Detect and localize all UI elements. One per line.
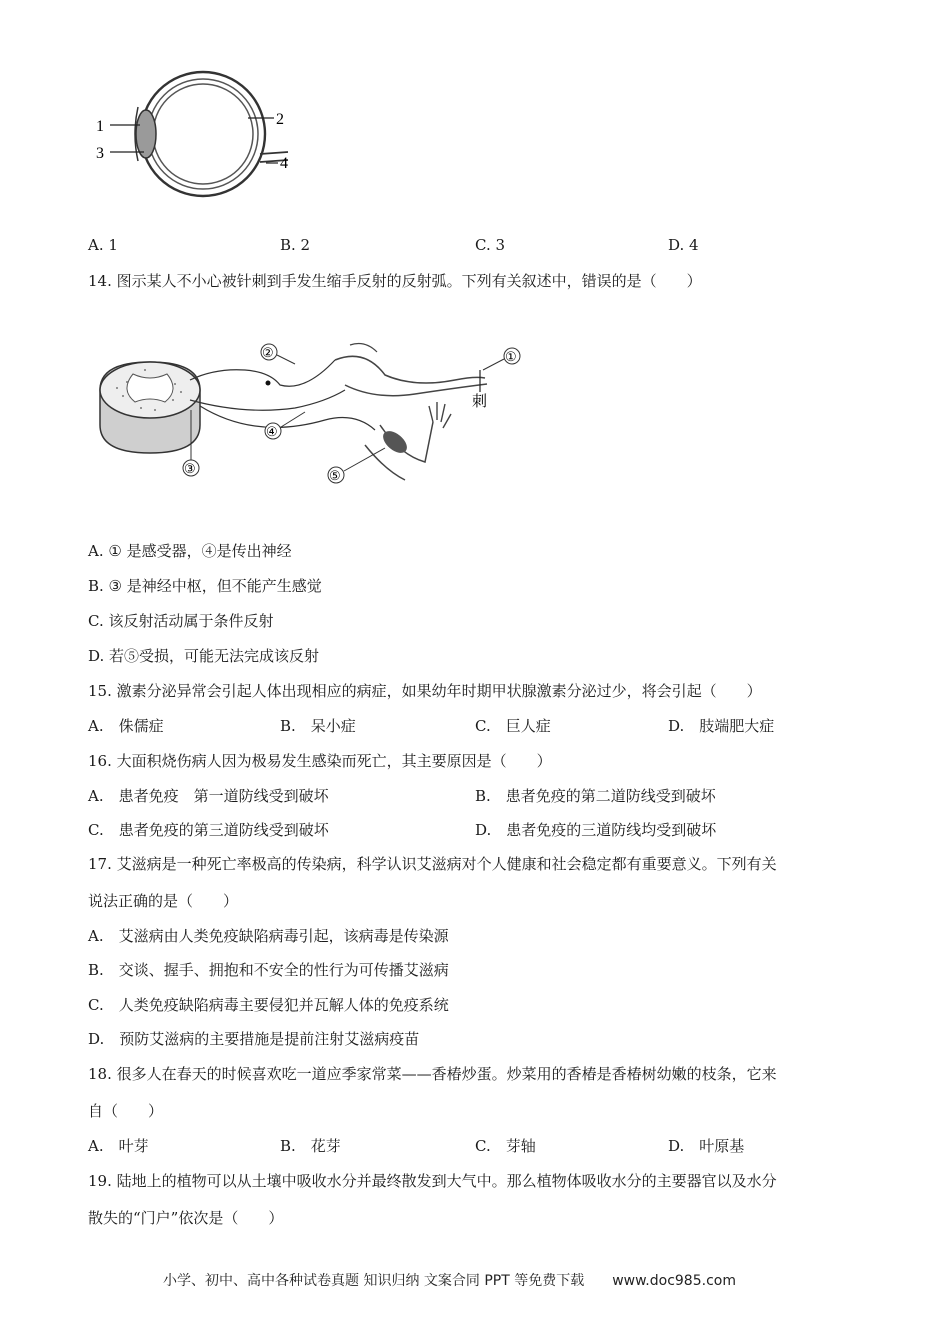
q18-options <box>88 1135 868 1155</box>
q14-option-a: A. ① 是感受器，④是传出神经 <box>88 542 292 560</box>
q14-option-c: C. 该反射活动属于条件反射 <box>88 612 274 630</box>
q18-option-c: C. 芽轴 <box>475 1137 536 1155</box>
page-footer: 小学、初中、高中各种试卷真题 知识归纳 文案合同 PPT 等免费下载 www.doc985.com <box>163 1273 736 1289</box>
reflex-label-stab: 刺 <box>472 394 488 410</box>
q17-option-b: B. 交谈、握手、拥抱和不安全的性行为可传播艾滋病 <box>88 961 449 979</box>
q16-option-c: C. 患者免疫的第三道防线受到破坏 <box>88 821 329 839</box>
q13-option-a: A. 1 <box>88 236 118 254</box>
q17-stem-line2: 说法正确的是（ ） <box>88 892 239 910</box>
q15-option-b: B. 呆小症 <box>280 717 356 735</box>
q15-stem: 15. 激素分泌异常会引起人体出现相应的病症，如果幼年时期甲状腺激素分泌过少，将会引起（ ） <box>88 682 762 700</box>
q16-option-b: B. 患者免疫的第二道防线受到破坏 <box>475 787 716 805</box>
reflex-arc-diagram <box>95 330 535 505</box>
q17-option-c: C. 人类免疫缺陷病毒主要侵犯并瓦解人体的免疫系统 <box>88 996 449 1014</box>
q18-stem-line1: 18. 很多人在春天的时候喜欢吃一道应季家常菜——香椿炒蛋。炒菜用的香椿是香椿树幼嫩的枝条，它来 <box>88 1065 777 1083</box>
q15-options <box>88 715 868 735</box>
q18-option-a: A. 叶芽 <box>88 1137 149 1155</box>
q17-option-d: D. 预防艾滋病的主要措施是提前注射艾滋病疫苗 <box>88 1030 420 1048</box>
q15-option-c: C. 巨人症 <box>475 717 551 735</box>
eye-label-4: 4 <box>280 155 288 172</box>
q13-option-d: D. 4 <box>668 236 699 254</box>
q16-stem: 16. 大面积烧伤病人因为极易发生感染而死亡，其主要原因是（ ） <box>88 752 552 770</box>
q13-option-c: C. 3 <box>475 236 506 254</box>
q19-stem-line2: 散失的“门户”依次是（ ） <box>88 1209 284 1227</box>
reflex-label-4: ④ <box>266 424 278 439</box>
q15-option-a: A. 侏儒症 <box>88 717 164 735</box>
q17-option-a: A. 艾滋病由人类免疫缺陷病毒引起，该病毒是传染源 <box>88 927 449 945</box>
q18-stem-line2: 自（ ） <box>88 1102 164 1120</box>
q13-option-b: B. 2 <box>280 236 311 254</box>
reflex-label-5: ⑤ <box>329 468 341 483</box>
q13-options <box>88 236 868 256</box>
reflex-label-2: ② <box>262 345 274 360</box>
q16-option-d: D. 患者免疫的三道防线均受到破坏 <box>475 821 717 839</box>
eye-label-3: 3 <box>96 145 104 162</box>
reflex-label-1: ① <box>505 349 517 364</box>
eye-diagram <box>88 62 308 212</box>
eye-label-2: 2 <box>276 111 284 128</box>
reflex-label-3: ③ <box>184 461 196 476</box>
q19-stem-line1: 19. 陆地上的植物可以从土壤中吸收水分并最终散发到大气中。那么植物体吸收水分的主要器官以及水分 <box>88 1172 777 1190</box>
q15-option-d: D. 肢端肥大症 <box>668 717 775 735</box>
q14-option-b: B. ③ 是神经中枢，但不能产生感觉 <box>88 577 322 595</box>
q16-option-a: A. 患者免疫 第一道防线受到破坏 <box>88 787 329 805</box>
q17-stem-line1: 17. 艾滋病是一种死亡率极高的传染病，科学认识艾滋病对个人健康和社会稳定都有重要意义。下列有关 <box>88 855 777 873</box>
q14-option-d: D. 若⑤受损，可能无法完成该反射 <box>88 647 320 665</box>
eye-label-1: 1 <box>96 118 104 135</box>
q18-option-b: B. 花芽 <box>280 1137 341 1155</box>
q14-stem: 14. 图示某人不小心被针刺到手发生缩手反射的反射弧。下列有关叙述中，错误的是（ ） <box>88 272 702 290</box>
q18-option-d: D. 叶原基 <box>668 1137 745 1155</box>
